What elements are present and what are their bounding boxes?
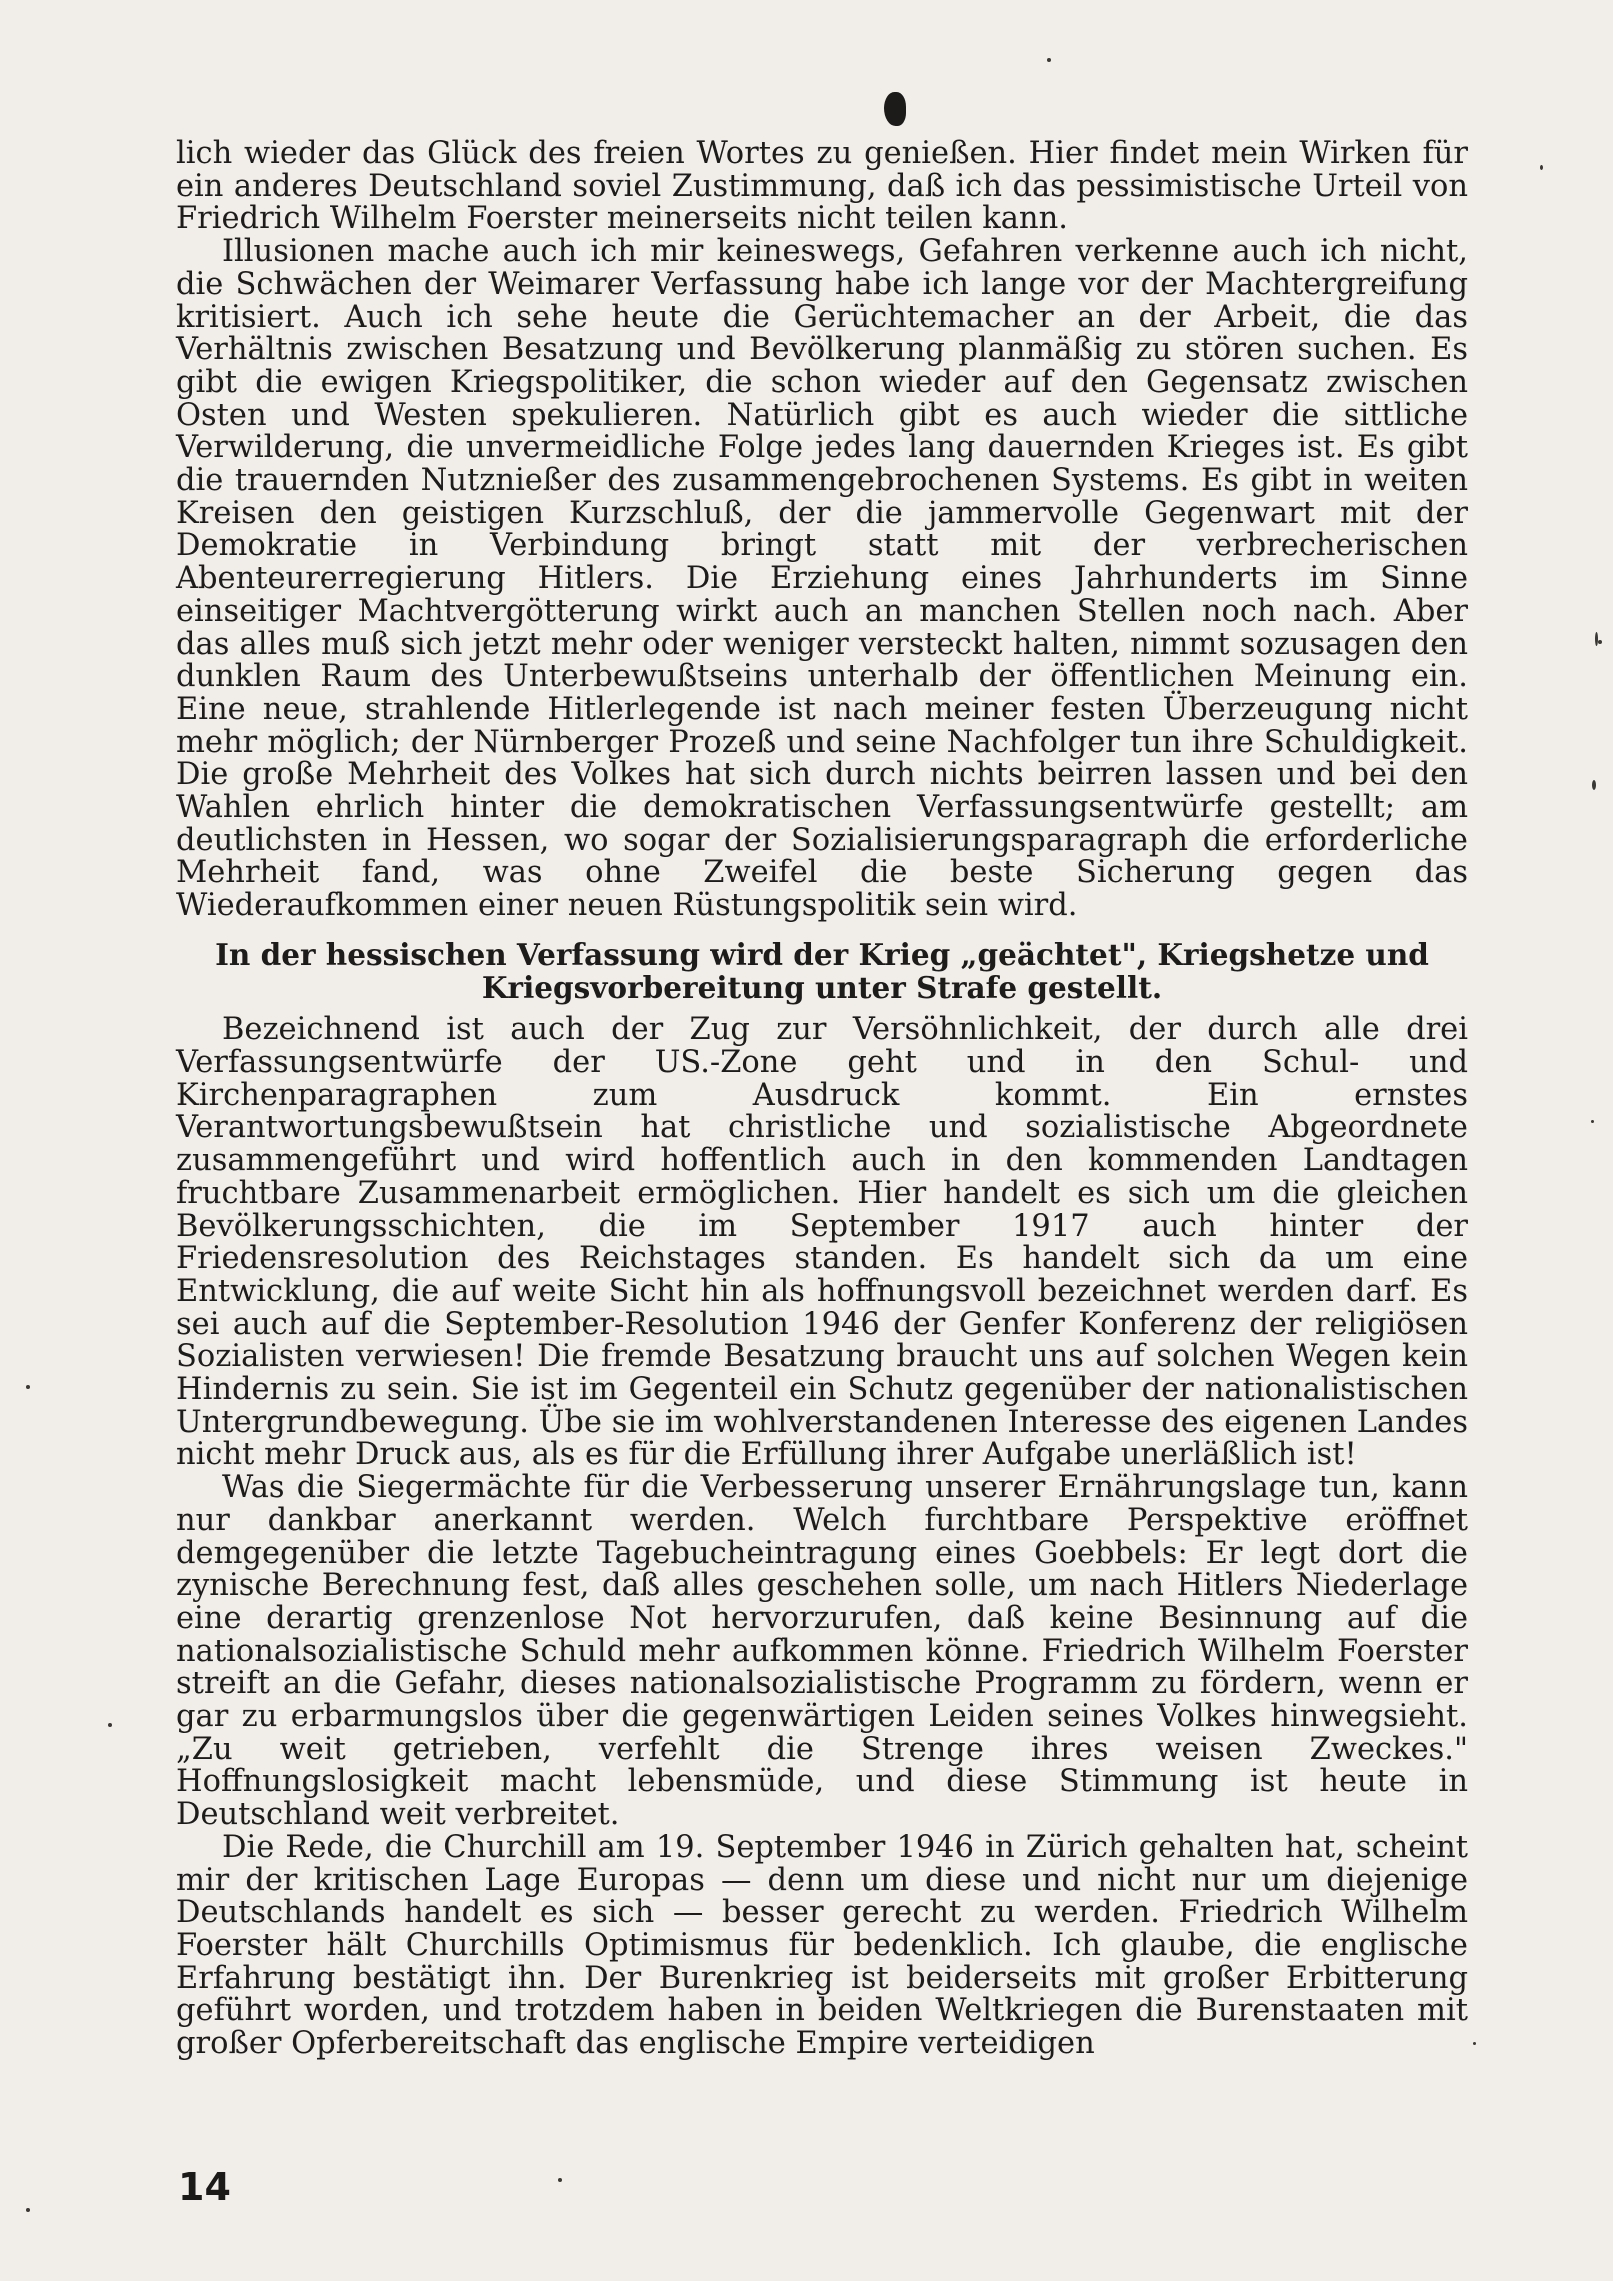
paragraph-1: lich wieder das Glück des freien Wortes zu genießen. Hier findet mein Wirken für ein anderes Deutschland soviel Zustimmung, daß ich das pessimistische Urteil von Friedrich Wilhelm Foerster meinerseits nicht teilen kann. [176, 136, 1468, 237]
paragraph-2: Illusionen mache auch ich mir keineswegs, Gefahren verkenne auch ich nicht, die Schwächen der Weimarer Verfassung habe ich lange vor der Machtergreifung kritisiert. Auch ich sehe heute die Gerüchtemacher an der Arbeit, die das Verhältnis zwischen Besatzung und Bevölkerung planmäßig zu stören suchen. Es gibt die ewigen Kriegspolitiker, die schon wieder auf den Gegensatz zwischen Osten und Westen spekulieren. Natürlich gibt es auch wieder die sittliche Verwilderung, die unvermeidliche Folge jedes lang dauernden Krieges ist. Es gibt die trauernden Nutznießer des zusammengebrochenen Systems. Es gibt in weiten Kreisen den geistigen Kurzschluß, der die jammervolle Gegenwart mit der Demokratie in Verbindung bringt statt mit der verbrecherischen Abenteurerregierung Hitlers. Die Erziehung eines Jahrhunderts im Sinne einseitiger Machtvergötterung wirkt auch an manchen Stellen noch nach. Aber das alles muß sich jetzt mehr oder weniger versteckt halten, nimmt sozusagen den dunklen Raum des Unterbewußtseins unterhalb der öffentlichen Meinung ein. Eine neue, strahlende Hitlerlegende ist nach meiner festen Überzeugung nicht mehr möglich; der Nürnberger Prozeß und seine Nachfolger tun ihre Schuldigkeit. Die große Mehrheit des Volkes hat sich durch nichts beirren lassen und bei den Wahlen ehrlich hinter die demokratischen Verfassungsentwürfe gestellt; am deutlichsten in Hessen, wo sogar der Sozialisierungsparagraph die erforderliche Mehrheit fand, was ohne Zweifel die beste Sicherung gegen das Wiederaufkommen einer neuen Rüstungspolitik sein wird. [176, 234, 1468, 924]
document-page [176, 138, 1468, 2061]
paper-speck [1591, 1120, 1594, 1123]
paper-speck [1598, 640, 1602, 644]
paper-speck [558, 2178, 562, 2182]
paragraph-4: Was die Siegermächte für die Verbesserung unserer Ernährungslage tun, kann nur dankbar anerkannt werden. Welch furchtbare Perspektive eröffnet demgegenüber die letzte Tagebucheintragung eines Goebbels: Er legt dort die zynische Berechnung fest, daß alles geschehen solle, um nach Hitlers Niederlage eine derartig grenzenlose Not hervorzurufen, daß keine Besinnung auf die nationalsozialistische Schuld mehr aufkommen könne. Friedrich Wilhelm Foerster streift an die Gefahr, dieses nationalsozialistische Programm zu fördern, wenn er gar zu erbarmungslos über die gegenwärtigen Leiden seines Volkes hinwegsieht. „Zu weit getrieben, verfehlt die Strenge ihres weisen Zweckes." Hoffnungslosigkeit macht lebensmüde, und diese Stimmung ist heute in Deutschland weit verbreitet. [176, 1470, 1468, 1833]
section-heading: In der hessischen Verfassung wird der Krieg „geächtet", Kriegshetze und Kriegsvorbereitung unter Strafe gestellt. [215, 936, 1429, 1005]
paper-speck [1595, 632, 1598, 646]
paper-speck [26, 1385, 30, 1389]
page-number: 14 [178, 2165, 231, 2209]
paragraph-3: Bezeichnend ist auch der Zug zur Versöhnlichkeit, der durch alle drei Verfassungsentwürfe der US.-Zone geht und in den Schul- und Kirchenparagraphen zum Ausdruck kommt. Ein ernstes Verantwortungsbewußtsein hat christliche und sozialistische Abgeordnete zusammengeführt und wird hoffentlich auch in den kommenden Landtagen fruchtbare Zusammenarbeit ermöglichen. Hier handelt es sich um die gleichen Bevölkerungsschichten, die im September 1917 auch hinter der Friedensresolution des Reichstages standen. Es handelt sich da um eine Entwicklung, die auf weite Sicht hin als hoffnungsvoll bezeichnet werden darf. Es sei auch auf die September-Resolution 1946 der Genfer Konferenz der religiösen Sozialisten verwiesen! Die fremde Besatzung braucht uns auf solchen Wegen kein Hindernis zu sein. Sie ist im Gegenteil ein Schutz gegenüber der nationalistischen Untergrundbewegung. Übe sie im wohlverstandenen Interesse des eigenen Landes nicht mehr Druck aus, als es für die Erfüllung ihrer Aufgabe unerläßlich ist! [176, 1012, 1468, 1473]
paper-speck [1047, 58, 1051, 62]
paper-speck [108, 1723, 112, 1727]
paragraph-5: Die Rede, die Churchill am 19. September 1946 in Zürich gehalten hat, scheint mir der kritischen Lage Europas — denn um diese und nicht nur um diejenige Deutschlands handelt es sich — besser gerecht zu werden. Friedrich Wilhelm Foerster hält Churchills Optimismus für bedenklich. Ich glaube, die englische Erfahrung bestätigt ihn. Der Burenkrieg ist beiderseits mit großer Erbitterung geführt worden, und trotzdem haben in beiden Weltkriegen die Burenstaaten mit großer Opferbereitschaft das englische Empire verteidigen [176, 1829, 1468, 2062]
paper-speck [26, 2208, 30, 2212]
ink-blot [884, 92, 906, 126]
paper-speck [1473, 2042, 1476, 2045]
paper-speck [1592, 780, 1596, 790]
paper-speck [1540, 165, 1543, 170]
